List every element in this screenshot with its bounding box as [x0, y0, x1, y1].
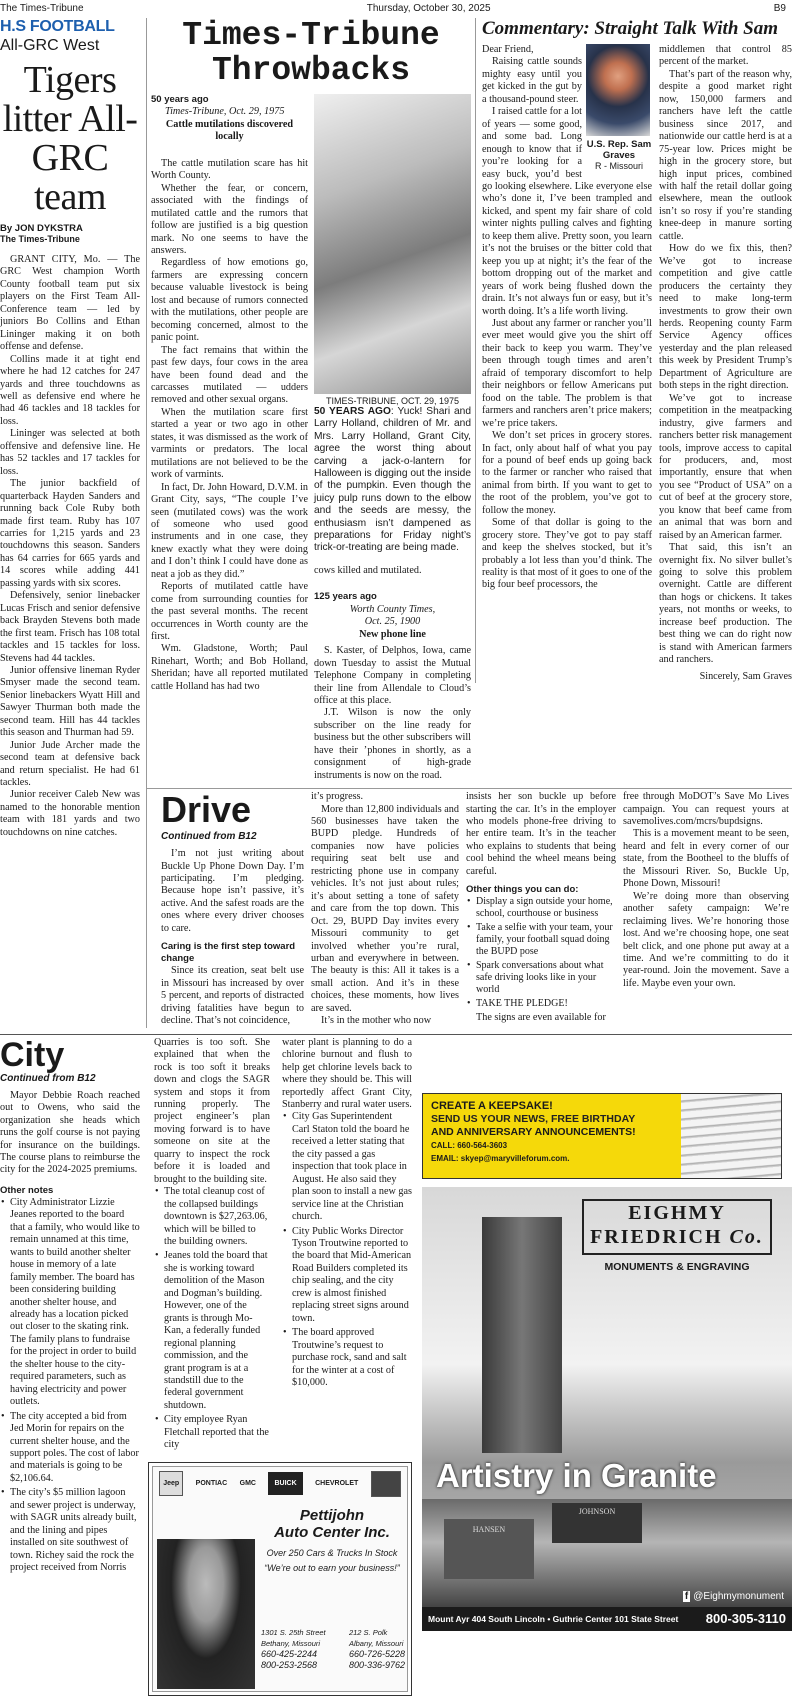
- paragraph: We’ve got to increase competition in the meatpacking industry, give farmers and ranchers better risk management tools, improve access to capital for producers, and, most importantly, ensure that when you see “Product of USA” on a cut of beef at the grocery store, you know that beef came from an animal that was born and raised by an American farmer.: [659, 392, 792, 541]
- paragraph: GRANT CITY, Mo. — The GRC West champion Worth County football team put six players on the First Team All-Conference team — led by juniors Bo Collins and Ethan Lininger making it on both offense and defense.: [0, 254, 140, 353]
- stock-text: Over 250 Cars & Trucks In Stock: [266, 1547, 398, 1558]
- logo-text: FRIEDRICH: [590, 1225, 723, 1248]
- keepsake-email: EMAIL: skyep@maryvilleforum.com.: [431, 1153, 570, 1163]
- granite-headline: Artistry in Granite: [436, 1456, 717, 1494]
- paragraph: Mayor Debbie Roach reached out to Owens, who said the organization she heads which runs the golf course is not paying for insurance on the buildings. The course plans to reimburse the city for the 2024-2025 premiums.: [0, 1089, 140, 1176]
- commentary-title: Commentary: Straight Talk With Sam: [482, 18, 778, 39]
- paragraph: middlemen that control 85 percent of the market.: [659, 44, 792, 68]
- list-item: • Take a selfie with your team, your family, your football squad doing the BUPD pose: [466, 922, 616, 958]
- chevrolet-logo: CHEVROLET: [315, 1480, 359, 1488]
- paragraph: S. Kaster, of Delphos, Iowa, came down Tuesday to assist the Mutual Telephone Company in completing their line from Allendale to Cloud’s office at this place.: [314, 645, 471, 706]
- headstones-image: [422, 1499, 792, 1607]
- social-text: @Eighmymonument: [693, 1590, 784, 1602]
- paragraph: Quarries is too soft. She explained that when the rock is too soft it breaks down and clogs the SAGR system and stops it from running properly. The project engineer’s plan moving forward is to have someone on site at the quarry to inspect the rock before it is loaded and brought to the building site.: [154, 1036, 270, 1185]
- paragraph: Whether the fear, or concern, associated with the findings of mutilated cattle and the rumors that follow are justified is a big question mark. No one seems to have the answers.: [151, 182, 308, 256]
- paragraphs: [282, 1037, 412, 1112]
- paragraph: The signs are even available for: [476, 1012, 606, 1024]
- paragraph: It’s in the mother who now: [321, 1015, 432, 1027]
- page-header: [0, 0, 792, 18]
- paragraphs: [311, 791, 459, 1028]
- city-col3: [282, 1037, 412, 1392]
- city-columns: [148, 1037, 412, 1454]
- paragraphs: [314, 645, 471, 782]
- list-item: • TAKE THE PLEDGE!: [466, 998, 616, 1010]
- source: Times-Tribune, Oct. 29, 1975: [165, 106, 285, 118]
- keepsake-ad[interactable]: [422, 1093, 782, 1179]
- paragraph: J.T. Wilson is now the only subscriber on the line ready for business but the other subscribers will have their ’phones in shortly, as a consignment of high-grade instruments is now on the road.: [314, 707, 471, 781]
- gmc-logo: GMC: [239, 1480, 256, 1488]
- list-item: • City Administrator Lizzie Jeanes reported to the board that a family, who would like to remain unnamed at this time, wants to build another shelter house in memory of a late family member. The board has been considering building another shelter house, and already has a location picked out closer to the skating rink. The family plans to fundraise for the project in order to build the shelter house to the city-required parameters, such as having electricity and power outlets.: [0, 1197, 140, 1409]
- pettijohn-ad[interactable]: [148, 1462, 412, 1696]
- phone: 660-425-2244: [261, 1648, 318, 1659]
- city: Bethany, Missouri: [261, 1638, 321, 1648]
- paragraph: The junior backfield of quarterback Hayden Sanders and running back Cole Ruby both made first team. Ruby has 107 carries for 1,215 yards and 23 touchdowns this season. Sanders has 64 carries for 665 yards and 14 scores while adding 441 passing yards with six scores.: [0, 478, 140, 589]
- keepsake-phone: CALL: 660-564-3603: [431, 1140, 508, 1150]
- pumpkin-photo: [314, 94, 471, 394]
- byline: By JON DYKSTRA: [0, 223, 83, 234]
- pontiac-logo: PONTIAC: [195, 1480, 228, 1488]
- drive-section: [147, 791, 792, 1028]
- headline: Tigers litter All-GRC team: [2, 59, 138, 218]
- throwbacks-title: [151, 18, 471, 88]
- paragraph: I’m not just writing about Buckle Up Phone Down Day. I’m participating. I’m pledging. Because hope isn’t passive, it’s active. And the safest roads are the ones where every driver chooses to care.: [161, 848, 304, 934]
- paragraph: free through MoDOT’s Save Mo Lives campaign. You can request yours at savemolives.com/mcrs/bupdsigns.: [623, 791, 789, 828]
- kicker: H.S FOOTBALL: [0, 18, 115, 35]
- keepsake-line: AND ANNIVERSARY ANNOUNCEMENTS!: [431, 1125, 636, 1138]
- paragraph: How do we fix this, then? We’ve got to increase competition and give cattle producers the certainty they need to make long-term investments to grow their own herds. Reopening county Farm Service Agency offices yesterday and the plan released this week by President Trump’s Department of Agriculture are both steps in the right direction.: [659, 243, 792, 392]
- drive-col2: [311, 791, 459, 1028]
- source: Oct. 25, 1900: [364, 616, 421, 628]
- paragraph: When the mutilation scare first started a year or two ago in other states, it was dismissed as the work of varmints or predators. The local mutilations are not believed to be the work of varmints.: [151, 406, 308, 481]
- owner-photo: [157, 1539, 255, 1689]
- top-right-row: [147, 18, 792, 782]
- paragraphs: [466, 791, 616, 878]
- byline-org: The Times-Tribune: [0, 234, 80, 244]
- paragraph: Defensively, senior linebacker Lucas Frisch and senior defensive back Brayden Stevens both made the first team. Frisch has 108 total tackles and 15 tackles for loss. Stevens had 44 tackles.: [0, 590, 140, 664]
- paragraph: Junior Jude Archer made the second team at defensive back and return specialist. He had 61 tackles.: [0, 739, 140, 789]
- list-item: • City Public Works Director Tyson Troutwine reported to the board that Mid-American Road Builders completed its chip sealing, and the city crew is almost finished replacing street signs around town.: [282, 1226, 412, 1326]
- paragraph: In fact, Dr. John Howard, D.V.M. in Grant City, says, “The couple I’ve seen (mutilated cows) was the work of someone who used good instruments and in one case, they knew exactly what they were doing and I don’t think I could have done as neat a job as they did.”: [151, 481, 308, 580]
- author-photo: [586, 44, 650, 136]
- drive-title: Drive: [161, 789, 252, 831]
- paragraph: Raising cattle sounds mighty easy until you get kicked in the gut by a thousand-pound steer.: [482, 56, 582, 105]
- paragraphs: [659, 44, 792, 667]
- phone: 660-726-5228: [348, 1648, 405, 1659]
- section-age: 50 years ago: [151, 94, 209, 105]
- buick-logo: BUICK: [268, 1472, 302, 1495]
- list-item: • Jeanes told the board that she is working toward demolition of the Mason and Dogman’s building. However, one of the grants is through Mo-Kan, a federally funded regional planning commission, and the grant program is at a standstill due to the federal government shutdown.: [154, 1250, 270, 1412]
- granite-footer: [422, 1607, 792, 1631]
- bottom-section: [0, 1037, 792, 1696]
- story-headline: Cattle mutilations discovered locally: [165, 118, 294, 143]
- throwbacks-columns: [151, 94, 471, 782]
- paragraph: This is a movement meant to be seen, heard and felt in every corner of our state, from the Bootheel to the bluffs of the Missouri River. So, Buckle Up, Phone Down, Missouri!: [623, 828, 789, 890]
- paragraphs: [623, 791, 789, 990]
- paragraphs: [0, 254, 140, 839]
- headstone-name: HANSEN: [444, 1519, 534, 1579]
- paragraph: That said, this isn’t an overnight fix. No silver bullet’s going to solve this problem overnight. Cattle are different than hogs or chickens. It takes years, not months or weeks, to increase beef production. The best thing we can do right now is stand with American farmers and ranchers.: [659, 542, 792, 666]
- city: Albany, Missouri: [348, 1638, 404, 1648]
- subhead: Caring is the first step toward change: [161, 941, 296, 965]
- headstone-name: JOHNSON: [552, 1503, 642, 1543]
- paragraph: Junior offensive lineman Ryder Smyser made the second team. Senior linebackers Wyatt Hill and Sawyer Thurman both made the second team. Hill has 44 tackles this season and Thurman had 59.: [0, 664, 140, 739]
- paragraphs: [154, 1037, 270, 1186]
- paragraph: We’re doing more than observing another safety campaign: We’re reclaiming lives. We’re honoring those lost. And we’re choosing hope, one seat belt click, and one phone put away at a time. And we’re committing to do it year-round. Join the movement. Save a life. Maybe even your own.: [623, 890, 789, 989]
- author-party: R - Missouri: [594, 161, 643, 171]
- city-title: City: [0, 1035, 65, 1074]
- commentary-col1: [482, 44, 652, 592]
- author-photo-box: [586, 44, 652, 172]
- paragraphs: [151, 158, 308, 693]
- ads-column: [422, 1037, 792, 1631]
- list-item: • City employee Ryan Fletchall reported that the city: [154, 1414, 270, 1451]
- subhead: Other things you can do:: [466, 884, 579, 896]
- throwback-50-years: [151, 94, 308, 693]
- title-line: Times-Tribune: [182, 17, 440, 54]
- address: 212 S. Polk: [348, 1627, 388, 1637]
- list-item: • City Gas Superintendent Carl Staton told the board he received a letter stating that the city passed a gas inspection that took place in August. He also said they plan soon to install a new gas service line at the Christian church.: [282, 1111, 412, 1223]
- granite-tagline: MONUMENTS & ENGRAVING: [604, 1260, 750, 1273]
- dealer-badge-icon: [371, 1471, 401, 1497]
- city-middle: [148, 1037, 412, 1696]
- throwback-125-years: [314, 565, 471, 782]
- eighmy-logo: [582, 1199, 772, 1255]
- commentary-section: [475, 18, 792, 683]
- throwbacks-section: [147, 18, 471, 782]
- phone: 800-336-9762: [348, 1659, 405, 1670]
- keepsake-line: SEND US YOUR NEWS, FREE BIRTHDAY: [431, 1112, 636, 1125]
- paragraph: insists her son buckle up before starting the car. It’s in the employer who models phone-free driving to her entire team. It’s in the teacher who explains to students that being cool behind the wheel means being careful.: [466, 791, 616, 877]
- phone: 800-253-2568: [261, 1659, 318, 1670]
- signoff: Sincerely, Sam Graves: [699, 670, 792, 682]
- paragraph: Junior receiver Caleb New was named to the honorable mention team with 181 yards and two touchdowns on nine catches.: [0, 789, 140, 838]
- list-item: • Spark conversations about what safe driving looks like in your world: [466, 960, 616, 996]
- paragraph: That’s part of the reason why, despite a good market right now, 150,000 farmers and ranchers have left the cattle business since 2017, and nationwide our cattle herd is at a 75-year low. Prices might be high in the grocery store, but high input prices, combined with half the retail dollar going elsewhere, mean the outlook isn’t so rosy if you’re standing knee-deep in manure sorting cattle.: [659, 68, 792, 242]
- commentary-col2: [659, 44, 792, 683]
- keepsake-headline: CREATE A KEEPSAKE!: [431, 1099, 553, 1112]
- brand-logos: [153, 1467, 407, 1501]
- facebook-icon: f: [684, 1590, 689, 1602]
- paragraph: More than 12,800 individuals and 560 businesses have taken the BUPD pledge. Hundreds of companies now have policies requiring seat belt use and restricting phone use in company vehicles. It’s not just about rules; it’s about setting a tone of safety and care from the top down. This Oct. 29, BUPD Day invites every Missouri community to get involved whether you’re rural, urban and everywhere in between. The beauty is this: All it takes is a small action. And it’s in these choices, these moments, how lives are saved.: [311, 803, 459, 1014]
- bullet-list: [154, 1186, 270, 1452]
- caption-lead: 50 YEARS AGO: [314, 406, 391, 417]
- paragraph: I raised cattle for a lot of years — some good, and some bad. Long enough to know that if you’re looking for a easy buck, you’d best go looking elsewhere. Like everyone else who’s done it, I’ve been trampled and kicked, and spent my fair share of cold winter nights pulling calves and fighting to keep them alive. Pretty soon, you learn it’s not the bruises or the bitter cold that keep you up at night; it’s the fear of the bottom dropping out of the market and years of work being flushed down the drain. It’s not always fun or easy, but it’s worth doing. It’s a life worth living.: [482, 106, 652, 317]
- newspaper-stack-image: [681, 1094, 781, 1179]
- paragraph: Lininger was selected at both offensive and defensive line. He has 52 tackles and 17 tackles for loss.: [0, 428, 140, 477]
- dealer-name-line: Auto Center Inc.: [274, 1523, 390, 1541]
- subhead: Other notes: [0, 1184, 54, 1196]
- bullet-list: [282, 1111, 412, 1389]
- paragraph: The cattle mutilation scare has hit Worth County.: [151, 157, 308, 182]
- throwback-right-column: [314, 94, 471, 782]
- top-section: [0, 18, 792, 1028]
- address: 1301 S. 25th Street: [261, 1627, 326, 1637]
- title-line: Throwbacks: [211, 52, 411, 89]
- bullet-list: [466, 896, 616, 1010]
- paragraph: water plant is planning to do a chlorine burnout and flush to help get chlorine levels back to where they should be. This will reportedly affect Grant City, Stanberry and rural water users.: [282, 1036, 412, 1110]
- paragraph: Since its creation, seat belt use in Missouri has increased by over 5 percent, and reports of distracted driving fatalities have begun to decline. That’s not coincidence,: [161, 965, 304, 1027]
- locations: Mount Ayr 404 South Lincoln • Guthrie Center 101 State Street: [428, 1613, 679, 1624]
- paragraph: The fact remains that within the past few days, four cows in the area have been found dead and the carcasses mutilated — udders removed and other sexual organs.: [151, 344, 308, 406]
- author-name: U.S. Rep. Sam Graves: [586, 139, 652, 161]
- logo-text: EIGHMY: [628, 1201, 726, 1224]
- ad-tagline: [259, 1547, 405, 1574]
- slogan: “We’re out to earn your business!”: [264, 1562, 400, 1573]
- paragraph: Collins made it at tight end where he had 12 catches for 247 yards and three touchdowns as well as defensive end where he had 46 tackles and 18 tackles for loss.: [0, 353, 140, 427]
- story-headline: New phone line: [359, 628, 426, 640]
- logo-text: Co.: [729, 1225, 764, 1248]
- dealer-name-line: Pettijohn: [299, 1506, 365, 1524]
- drive-col3: [466, 791, 616, 1025]
- list-item: • The city accepted a bid from Jed Morin for repairs on the current shelter house, and the support poles. The cost of labor and materials is going to be $2,106.64.: [0, 1411, 140, 1486]
- paragraph: cows killed and mutilated.: [314, 564, 422, 576]
- list-item: • The board approved Troutwine’s request to purchase rock, sand and salt for the winter at a cost of $10,000.: [282, 1327, 412, 1389]
- list-item: • Display a sign outside your home, school, courthouse or business: [466, 896, 616, 920]
- source: Worth County Times,: [349, 603, 436, 615]
- bullet-list: [0, 1197, 140, 1575]
- paragraphs: [466, 1012, 616, 1024]
- list-item: • The city’s $5 million lagoon and sewer project is underway, with SAGR units already built, and the lining and pipes installed on site southwest of town. Richey said the rock the project received from Norris: [0, 1487, 140, 1574]
- city-col2: [154, 1037, 270, 1454]
- continued-label: Continued from B12: [161, 831, 257, 843]
- paragraph: Wm. Gladstone, Worth; Paul Rinehart, Worth; and Bob Holland, Sheridan; have all reported mutilated cattle Holland has had two: [151, 643, 308, 692]
- section-age: 125 years ago: [314, 591, 377, 603]
- commentary-columns: [482, 44, 792, 683]
- paragraph: Reports of mutilated cattle have come from surrounding counties for the past several months. The recent occurrences in Worth county are the first.: [151, 581, 308, 643]
- section-divider: [0, 1034, 792, 1035]
- paragraph: Dear Friend,: [482, 44, 534, 55]
- paragraph: Some of that dollar is going to the grocery store. They’ve got to pay staff and keep the shelves stocked, but it’s probably a lot less than you’d think. The reality is that most of it goes to one of the big four beef processors, the: [482, 517, 652, 591]
- phone[interactable]: 800-305-3110: [705, 1611, 786, 1627]
- drive-col4: [623, 791, 789, 990]
- dealer-locations: [261, 1627, 405, 1671]
- paragraph: Regardless of how emotions go, farmers are expressing concern because valuable livestock is being lost and because of rumors connected with the mutilations, other people are becoming concerned, almost to the panic point.: [151, 257, 308, 344]
- caption-text: : Yuck! Shari and Larry Holland, children of Mr. and Mrs. Larry Holland, Grant City, agree the worst thing about carving a jack-o-lantern for Halloween is digging out the inside of the pumpkin. Even though the juicy pulp runs down to the elbow and the seeds are messy, the enthusiasm isn’t dampened as preparations for Friday night’s trick-or-treating are being made.: [314, 406, 471, 554]
- paragraph: We don’t set prices in grocery stores. In fact, only about half of what you pay for a pound of beef ends up going back to the farmer or rancher who raised that animal from birth. If you want to get to the root of the problem, you’ve got to follow the money.: [482, 430, 652, 516]
- drive-col1: [161, 791, 304, 1027]
- right-area: [146, 18, 792, 1028]
- subkicker: All-GRC West: [0, 37, 100, 54]
- paragraphs: [161, 848, 304, 935]
- tree-monument-image: [482, 1217, 562, 1453]
- paragraphs: [0, 1090, 140, 1177]
- keepsake-text: [431, 1100, 681, 1165]
- paragraph: it’s progress.: [311, 791, 364, 803]
- issue-date: Thursday, October 30, 2025: [366, 3, 491, 14]
- page-number: B9: [773, 3, 786, 14]
- photo-caption: [314, 396, 471, 555]
- granite-ad[interactable]: [422, 1187, 792, 1631]
- photo-credit: TIMES-TRIBUNE, OCT. 29, 1975: [325, 396, 460, 406]
- football-article: [0, 18, 140, 839]
- paper-name: The Times-Tribune: [0, 3, 84, 14]
- continued-label: Continued from B12: [0, 1072, 96, 1084]
- paragraphs: [161, 965, 304, 1027]
- jeep-logo: Jeep: [159, 1471, 183, 1496]
- city-col1: [0, 1037, 140, 1577]
- list-item: • The total cleanup cost of the collapsed buildings downtown is $27,263.06, which will be billed to the building owners.: [154, 1186, 270, 1248]
- social-handle[interactable]: [683, 1590, 784, 1603]
- paragraph: Just about any farmer or rancher you’ll ever meet would give you the shirt off their back to keep you warm. They’ve been through tough times and aren’t afraid of temporary discomfort to help their neighbors or fellow Americans put food on the table. The problem is that farmers and ranchers aren’t price makers; we’re price takers.: [482, 317, 652, 429]
